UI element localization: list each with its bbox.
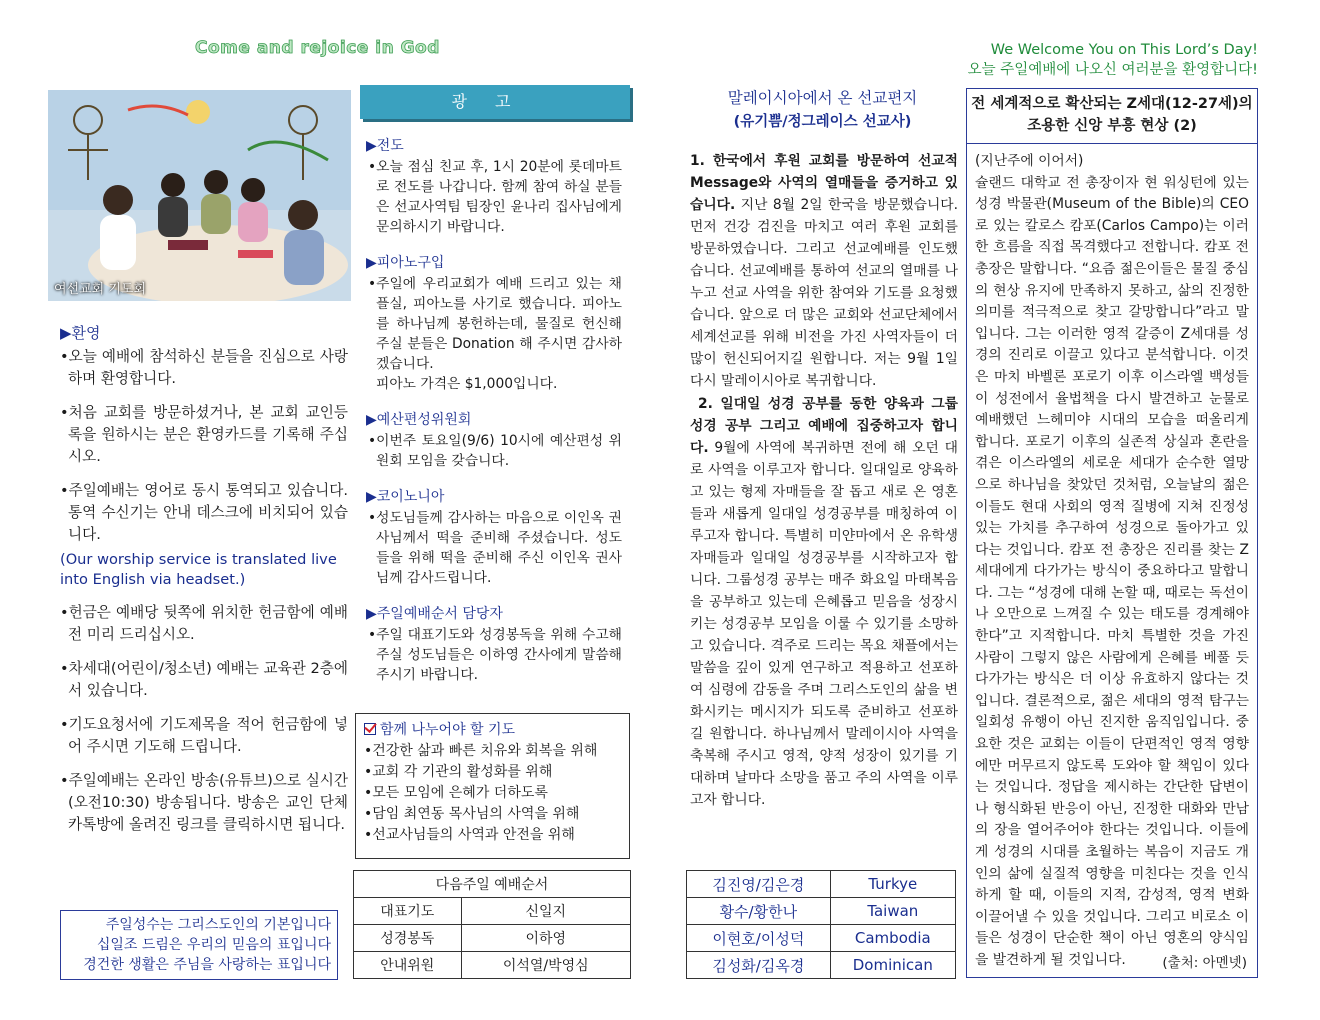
- welcome-section: [60, 322, 348, 848]
- header-welcome: [968, 40, 1258, 80]
- article-divider: [967, 143, 1257, 144]
- photo-caption: 여선교회 기도회: [54, 282, 147, 297]
- welcome-item: •기도요청서에 기도제목을 적어 헌금함에 넣어 주시면 기도해 드립니다.: [60, 716, 348, 755]
- table-row: [354, 898, 631, 925]
- mission-letter: [690, 150, 958, 811]
- article-title-line: 전 세계적으로 확산되는 Z세대(12-27세)의: [971, 96, 1253, 112]
- welcome-item: •차세대(어린이/청소년) 예배는 교육관 2층에서 있습니다.: [60, 660, 348, 699]
- motto-line: 주일성수는 그리스도인의 기본입니다: [105, 917, 331, 933]
- article-title: [967, 93, 1257, 137]
- missionary-country: Cambodia: [830, 925, 955, 952]
- missionary-country: Turkye: [830, 871, 955, 898]
- missionary-names: 김진영/김은경: [687, 871, 831, 898]
- announcement-title: ▶코이노니아: [366, 489, 445, 505]
- motto-line: 경건한 생활은 주님을 사랑하는 표입니다: [83, 957, 331, 973]
- table-row: [354, 925, 631, 952]
- letter-paragraph: [690, 393, 958, 812]
- role-cell: 안내위원: [354, 952, 462, 979]
- piano-price: 피아노 가격은 $1,000입니다.: [376, 376, 558, 392]
- prayer-box: [355, 713, 630, 859]
- prayer-title-text: 함께 나누어야 할 기도: [380, 722, 516, 738]
- next-service-table: [353, 870, 631, 979]
- welcome-item: •처음 교회를 방문하셨거나, 본 교회 교인등록을 원하시는 분은 환영카드를 기록해 주십시오.: [60, 404, 348, 465]
- missionary-names: 김성화/김옥경: [687, 952, 831, 979]
- photo-illustration: [48, 90, 351, 301]
- article-body: [975, 151, 1249, 972]
- table-row: [354, 952, 631, 979]
- prayer-item: •교회 각 기관의 활성화를 위해: [364, 764, 553, 780]
- welcome-item: •주일예배는 온라인 방송(유튜브)으로 실시간 (오전10:30) 방송됩니다. 방송은 교인 단체 카톡방에 올려진 링크를 클릭하시면 됩니다.: [60, 772, 348, 833]
- name-cell: 이석열/박영심: [461, 952, 631, 979]
- missionary-country: Dominican: [830, 952, 955, 979]
- announcement-body: •오늘 점심 친교 후, 1시 20분에 롯데마트로 전도를 나갑니다. 함께 참여 하실 분들은 선교사역팀 팀장인 윤나리 집사님에게 문의하시기 바랍니다.: [368, 159, 622, 235]
- announcement-body: •성도님들께 감사하는 마음으로 이인옥 권사님께서 떡을 준비해 주셨습니다. 성도들을 위해 떡을 준비해 주신 이인옥 권사님께 감사드립니다.: [368, 510, 622, 586]
- motto-box: [60, 910, 338, 980]
- welcome-title: ▶환영: [60, 324, 101, 342]
- letter-text-1: 지난 8월 2일 한국을 방문했습니다. 먼저 건강 검진을 마치고 여러 후원 교회를 방문하였습니다. 그리고 선교예배를 인도했습니다. 선교예배를 통하여 선교의 열매를 나누고 선교 사역을 위한 참여와 기도를 요청했습니다. 앞으로 더 많은 교회와 선교단체에서 세계선교를 위해 비전을 가진 사역자들이 더 많이 헌신되어지길 원합니다. 저는 9월 1일 다시 말레이시아로 복귀합니다.: [690, 197, 958, 390]
- missionaries-table: [686, 870, 956, 979]
- role-cell: 대표기도: [354, 898, 462, 925]
- missionary-country: Taiwan: [830, 898, 955, 925]
- letter-title: 말레이시아에서 온 선교편지: [727, 89, 918, 107]
- announcements-header: 광고: [360, 85, 630, 119]
- prayer-item: •건강한 삶과 빠른 치유와 회복을 위해: [364, 743, 598, 759]
- announcement-title: ▶전도: [366, 138, 404, 154]
- article-source: (출처: 아멘넷): [1162, 955, 1247, 971]
- article-box: [966, 88, 1258, 978]
- welcome-korean: 오늘 주일예배에 나오신 여러분을 환영합니다!: [967, 62, 1258, 78]
- article-title-line: 조용한 신앙 부흥 현상 (2): [1027, 118, 1197, 134]
- letter-heading-1: 1. 한국에서 후원 교회를 방문하여 선교적 Message와 사역의 열매들을 증거하고 있습니다.: [690, 153, 958, 214]
- prayer-item: •모든 모임에 은혜가 더하도록: [364, 785, 548, 801]
- table-row: [687, 898, 956, 925]
- checkbox-icon: [364, 723, 376, 735]
- missionary-names: 황수/황한나: [687, 898, 831, 925]
- header-slogan: Come and rejoice in God: [195, 38, 440, 58]
- letter-subtitle: (유기쁨/정그레이스 선교사): [733, 114, 912, 130]
- next-service-title: 다음주일 예배순서: [354, 871, 631, 898]
- name-cell: 이하영: [461, 925, 631, 952]
- announcement-title: ▶피아노구입: [366, 255, 445, 271]
- letter-paragraph: [690, 150, 958, 393]
- welcome-item: •오늘 예배에 참석하신 분들을 진심으로 사랑하며 환영합니다.: [60, 348, 348, 387]
- announcement-body: •주일 대표기도와 성경봉독을 위해 수고해 주실 성도님들은 이하영 간사에게 말씀해 주시기 바랍니다.: [368, 627, 622, 683]
- prayer-item: •선교사님들의 사역과 안전을 위해: [364, 827, 575, 843]
- table-row: [687, 925, 956, 952]
- article-intro: (지난주에 이어서): [975, 153, 1084, 169]
- photo-womens-prayer-meeting: [48, 90, 351, 301]
- welcome-item: •헌금은 예배당 뒷쪽에 위치한 헌금함에 예배전 미리 드리십시오.: [60, 604, 348, 643]
- announcements-section: [366, 136, 622, 701]
- letter-text-2: 9월에 사역에 복귀하면 전에 해 오던 대로 사역을 이루고자 합니다. 일대일로 양육하고 있는 형제 자매들을 잘 돕고 새로 온 영혼들과 새롭게 일대일 성경공부를 매칭하여 이루고자 합니다. 특별히 미얀마에서 온 유학생 자매들과 일대일 성경공부를 시작하고자 합니다. 그룹성경 공부는 매주 화요일 마태복음을 공부하고 있는데 은혜롭고 믿음을 성장시키는 성경공부 모임을 이룰 수 있기를 소망하고 있습니다. 격주로 드리는 목요 채플에서는 말씀을 깊이 있게 연구하고 적용하고 선포하여 심령에 감동을 주며 그리스도인의 삶을 변화시키는 메시지가 되도록 준비하고 선포하길 원합니다. 하나님께서 말레이시아 사역을 축복해 주시고 영적, 양적 성장이 있기를 기대하며 날마다 소망을 품고 주의 사역을 이루고자 합니다.: [690, 439, 958, 809]
- prayer-item: •담임 최연동 목사님의 사역을 위해: [364, 806, 580, 822]
- letter-heading-2: 2. 일대일 성경 공부를 동한 양육과 그룹 성경 공부 그리고 예배에 집중하고자 합니다.: [690, 395, 958, 456]
- missionary-names: 이현호/이성덕: [687, 925, 831, 952]
- announcement-title: ▶예산편성위원회: [366, 412, 472, 428]
- announcement-title: ▶주일예배순서 담당자: [366, 606, 503, 622]
- announcement-body: •주일에 우리교회가 예배 드리고 있는 채플실, 피아노를 사기로 했습니다. 피아노를 하나님께 봉헌하는데, 물질로 헌신해 주실 분들은 Donation 해 주시면 감사하겠습니다.: [368, 276, 622, 372]
- welcome-english: We Welcome You on This Lord’s Day!: [990, 42, 1258, 58]
- name-cell: 신일지: [461, 898, 631, 925]
- welcome-item: •주일예배는 영어로 동시 통역되고 있습니다. 통역 수신기는 안내 데스크에 비치되어 있습니다.: [60, 482, 348, 543]
- translation-note: (Our worship service is translated live into English via headset.): [60, 551, 337, 588]
- prayer-title: [364, 720, 621, 741]
- article-text: 슐랜드 대학교 전 총장이자 현 워싱턴에 있는 성경 박물관(Museum of the Bible)의 CEO로 있는 칼로스 캄포(Carlos Campo)는 이러한 흐름을 직접 목격했다고 전합니다. 캄포 전 총장은 말합니다. “요즘 젊은이들은 물질 중심의 현상 유지에 만족하지 못하고, 삶의 진정한 의미를 적극적으로 찾고 갈망합니다”라고 말입니다. 그는 이러한 영적 갈증이 Z세대를 성경의 진리로 이끌고 있다고 분석합니다. 이것은 마치 바벨론 포로기 이후 이스라엘 백성들이 성전에서 율법책을 다시 발견하고 눈물로 예배했던 느헤미야 시대의 모습을 떠올리게 합니다. 포로기 이후의 실존적 상실과 혼란을 겪은 이스라엘의 세로운 세대가 순수한 열망으로 하나님을 찾았던 것처럼, 오늘날의 젊은이들도 현대 사회의 영적 질병에 지쳐 진정성 있는 가치를 추구하여 성경으로 돌아가고 있다는 것입니다. 캄포 전 총장은 진리를 찾는 Z세대에게 다가가는 방식이 중요하다고 말합니다. 그는 “성경에 대해 논할 때, 때로는 독선이나 오만으로 느껴질 수 있는 태도를 경계해야 한다”고 지적합니다. 마치 특별한 것을 가진 사람이 그렇지 않은 사람에게 은혜를 베풀 듯 다가가는 방식은 더 이상 유효하지 않다는 것입니다. 결론적으로, 젊은 세대의 영적 탐구는 일회성 유행이 아닌 진지한 움직임입니다. 중요한 것은 교회는 이들이 단편적인 영적 영향에만 머무르지 않도록 도와야 할 책임이 있다는 것입니다. 정답을 제시하는 간단한 답변이나 형식화된 반응이 아닌, 진정한 대화와 만남의 장을 열어주어야 한다는 것입니다. 이들에게 성경의 시대를 초월하는 복음이 지금도 개인의 삶에 실질적 영향을 미친다는 것을 인식하게 할 때, 이들의 지적, 감성적, 영적 변화 이끌어낼 수 있을 것입니다. 그리고 비로소 이들은 성경이 단순한 책이 아닌 영혼의 양식임을 발견하게 될 것입니다.: [975, 174, 1249, 968]
- motto-line: 십일조 드림은 우리의 믿음의 표입니다: [96, 937, 331, 953]
- role-cell: 성경봉독: [354, 925, 462, 952]
- announcement-body: •이번주 토요일(9/6) 10시에 예산편성 위원회 모임을 갖습니다.: [368, 433, 622, 469]
- letter-heading: [690, 86, 955, 134]
- table-row: [687, 952, 956, 979]
- table-row: [687, 871, 956, 898]
